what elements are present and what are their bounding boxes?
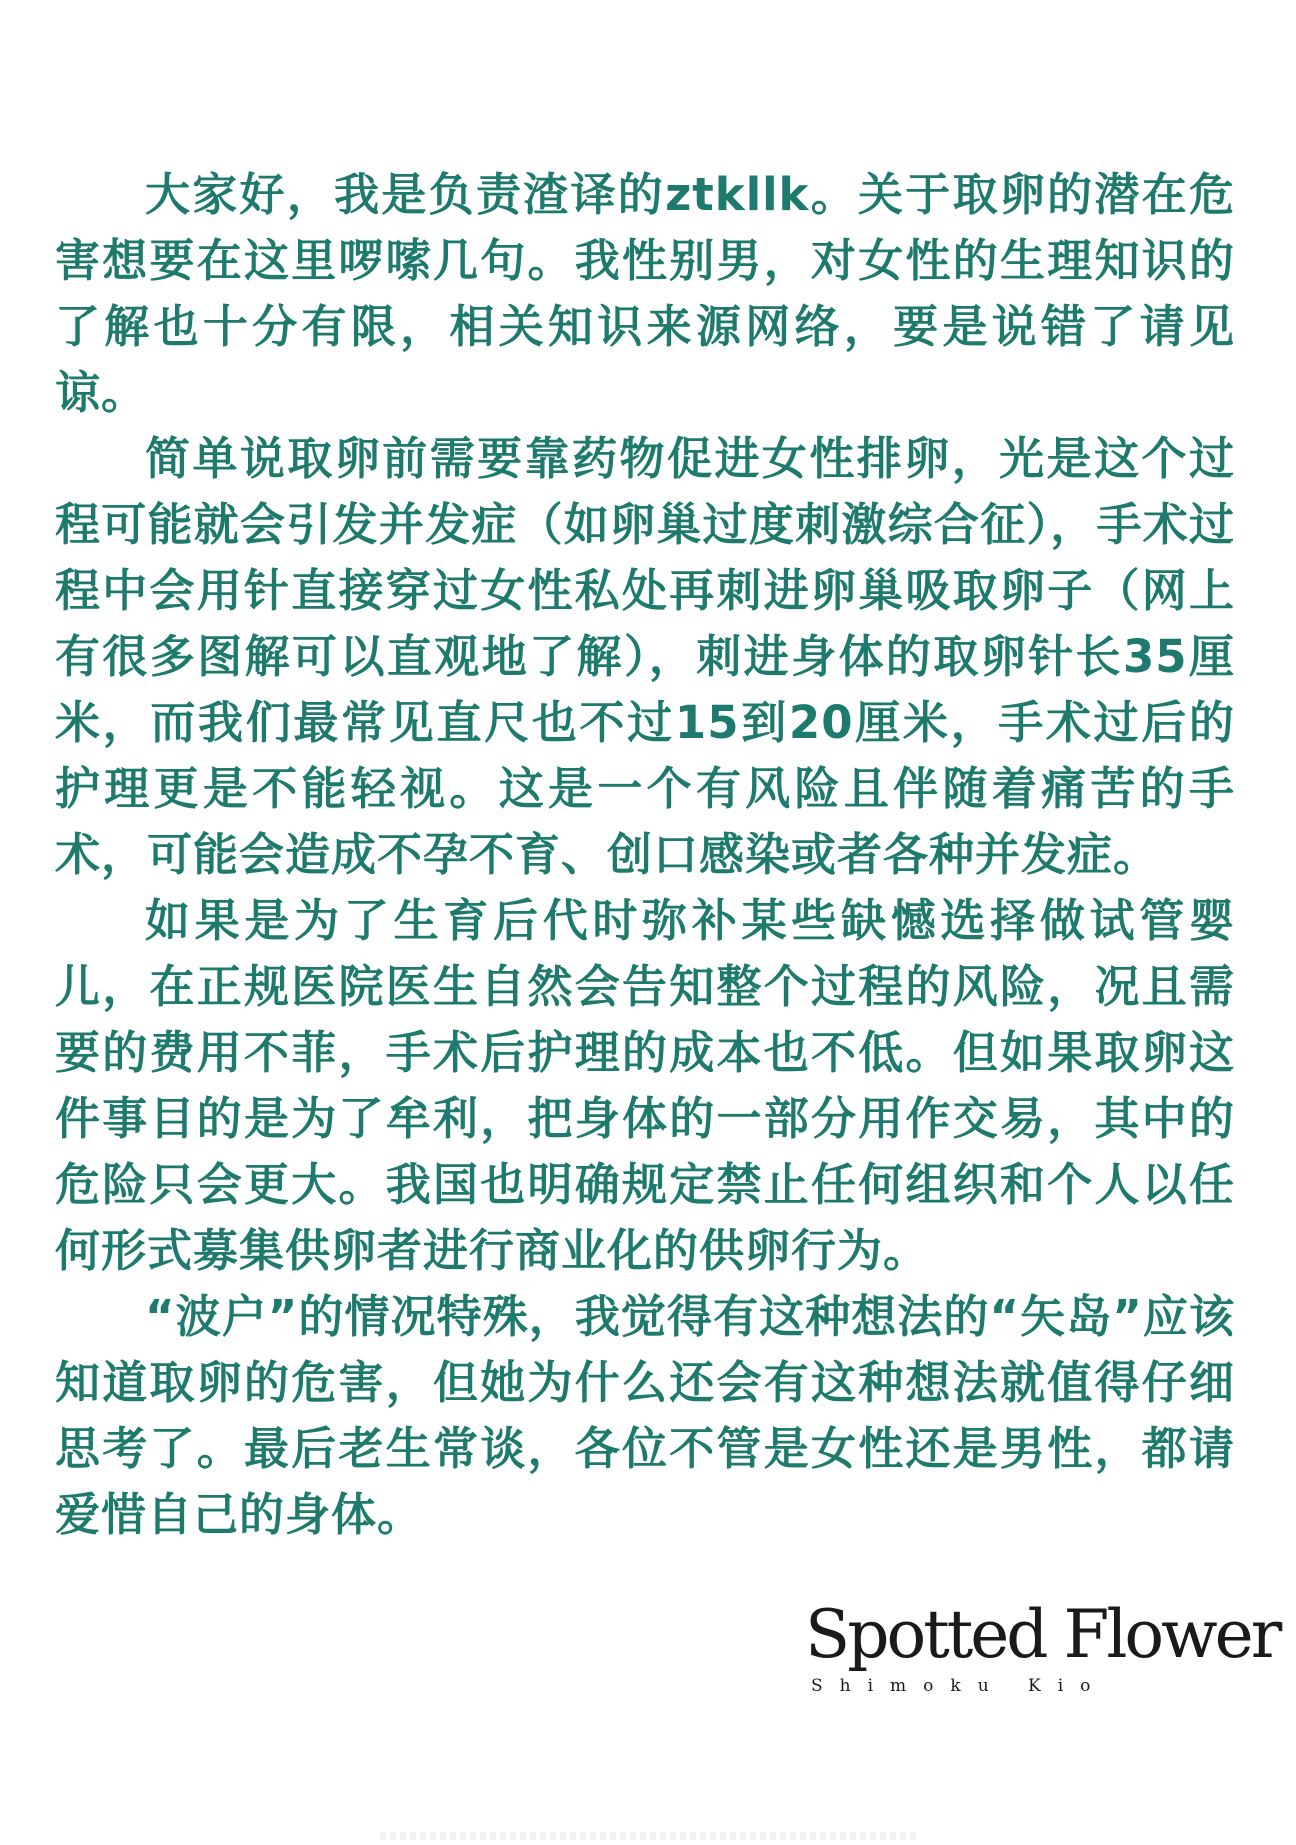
faint-footer-watermark <box>380 1832 920 1840</box>
paragraph-risks: 如果是为了生育后代时弥补某些缺憾选择做试管婴儿，在正规医院医生自然会告知整个过程的风险，况且需要的费用不菲，手术后护理的成本也不低。但如果取卵这件事目的是为了牟利，把身体的一部分用作交易，其中的危险只会更大。我国也明确规定禁止任何组织和个人以任何形式募集供卵者进行商业化的供卵行为。 <box>55 894 1235 1277</box>
paragraph-closing: “波户”的情况特殊，我觉得有这种想法的“矢岛”应该知道取卵的危害，但她为什么还会有这种想法就值得仔细思考了。最后老生常谈，各位不管是女性还是男性，都请爱惜自己的身体。 <box>55 1290 1235 1541</box>
logo-author: Shimoku Kio <box>811 1676 1108 1696</box>
paragraph-intro: 大家好，我是负责渣译的ztkllk。关于取卵的潜在危害想要在这里啰嗦几句。我性别男，对女性的生理知识的了解也十分有限，相关知识来源网络，要是说错了请见谅。 <box>55 168 1235 419</box>
spotted-flower-logo <box>805 1596 1280 1710</box>
translator-note <box>55 162 1235 1548</box>
logo-title: Spotted Flower <box>805 1596 1280 1673</box>
paragraph-procedure: 简单说取卵前需要靠药物促进女性排卵，光是这个过程可能就会引发并发症（如卵巢过度刺激综合征），手术过程中会用针直接穿过女性私处再刺进卵巢吸取卵子（网上有很多图解可以直观地了解），刺进身体的取卵针长35厘米，而我们最常见直尺也不过15到20厘米，手术过后的护理更是不能轻视。这是一个有风险且伴随着痛苦的手术，可能会造成不孕不育、创口感染或者各种并发症。 <box>55 432 1235 881</box>
